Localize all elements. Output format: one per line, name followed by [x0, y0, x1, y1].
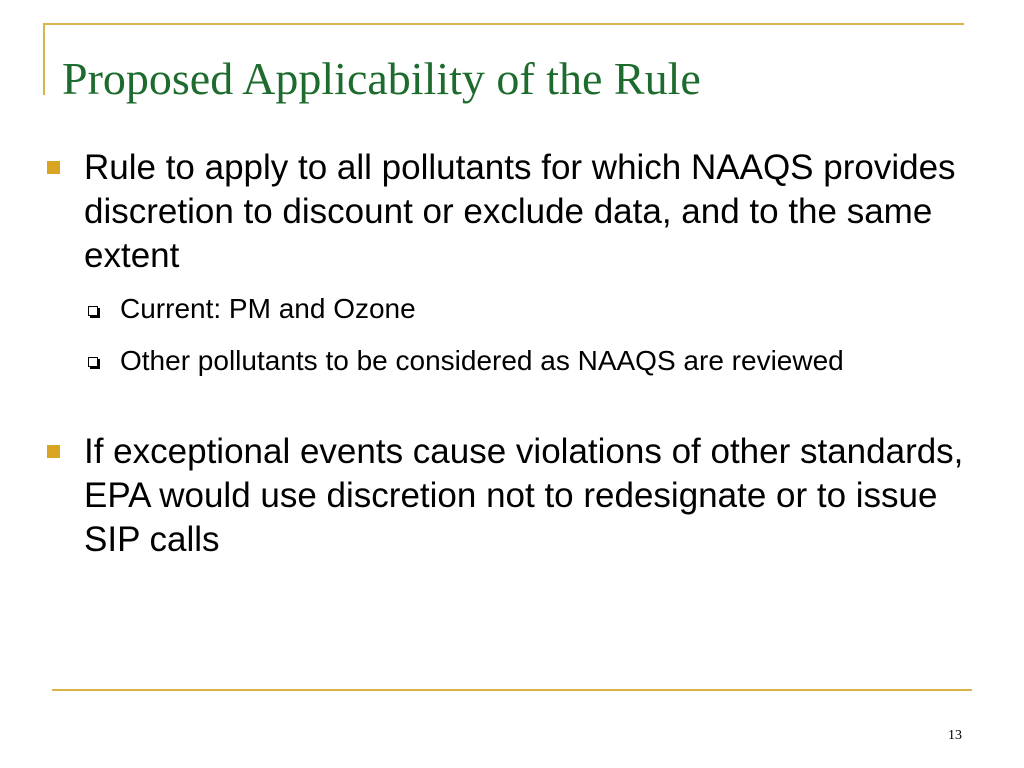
slide-title: Proposed Applicability of the Rule [62, 53, 701, 104]
square-bullet-icon [47, 161, 60, 174]
page-number: 13 [948, 728, 962, 743]
bullet-text-1: Rule to apply to all pollutants for which NAAQS provides discretion to discount or exclude data, and to the same extent [84, 148, 956, 275]
sub-bullet-text-1: Current: PM and Ozone [120, 293, 416, 324]
frame-top-line [43, 23, 964, 25]
sub-bullet-text-2: Other pollutants to be considered as NAAQS are reviewed [120, 345, 844, 376]
box-bullet-icon [88, 306, 98, 316]
square-bullet-icon [47, 445, 60, 458]
box-bullet-icon [88, 357, 98, 367]
frame-left-line [43, 23, 45, 95]
footer-divider [52, 689, 972, 691]
bullet-text-2: If exceptional events cause violations of other standards, EPA would use discretion not to redesignate or to issue SIP calls [84, 432, 964, 559]
